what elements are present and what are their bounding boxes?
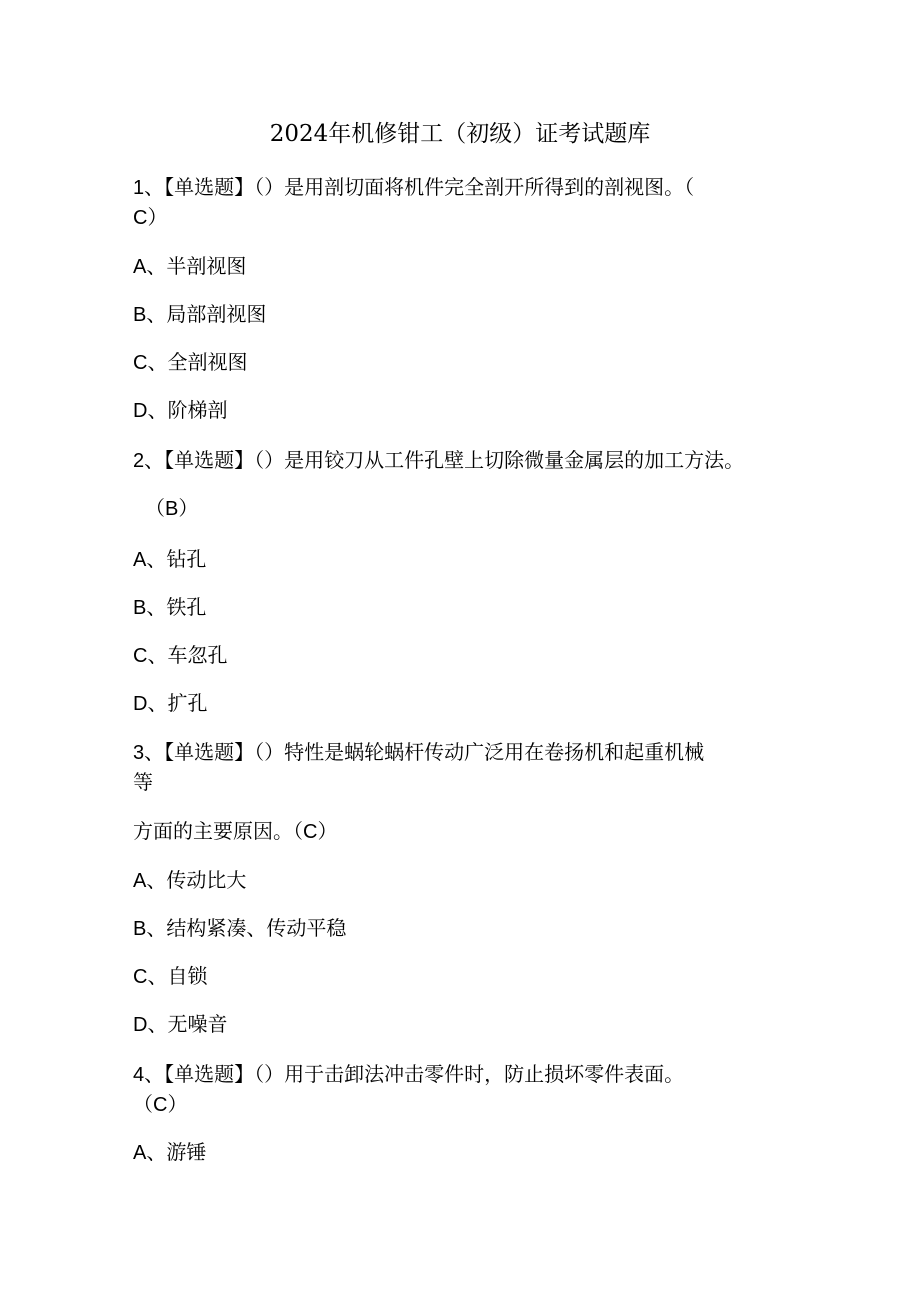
question-3-option-a: A、传动比大 [133,870,247,892]
question-1-stem-line-1: 1、【单选题】（）是用剖切面将机件完全剖开所得到的剖视图。（ [133,177,695,199]
question-3-option-d: D、无噪音 [133,1014,228,1036]
question-3-stem-line-1: 3、【单选题】（）特性是蜗轮蜗杆传动广泛用在卷扬机和起重机械 [133,742,705,764]
question-3-option-c: C、自锁 [133,966,208,988]
question-2-option-b: B、铁孔 [133,597,207,619]
question-2-option-a: A、钻孔 [133,549,207,571]
question-2-option-d: D、扩孔 [133,693,208,715]
document-title: 2024年机修钳工（初级）证考试题库 [269,121,651,147]
question-2-option-c: C、车忽孔 [133,645,228,667]
question-3-stem-line-3: 方面的主要原因。（C） [133,821,338,843]
question-1-option-d: D、阶梯剖 [133,400,228,422]
question-3-stem-line-2: 等 [133,772,153,794]
question-2-stem-line-1: 2、【单选题】（）是用铰刀从工件孔壁上切除微量金属层的加工方法。 [133,450,745,472]
question-4-stem-line-2: （C） [133,1094,188,1116]
question-1-option-a: A、半剖视图 [133,256,247,278]
question-3-option-b: B、结构紧凑、传动平稳 [133,918,347,940]
question-1-stem-line-2: C） [133,207,168,229]
question-4-option-a: A、游锤 [133,1142,207,1164]
question-1-option-b: B、局部剖视图 [133,304,267,326]
question-4-stem-line-1: 4、【单选题】（）用于击卸法冲击零件时，防止损坏零件表面。 [133,1064,685,1086]
question-2-stem-line-2: （B） [145,498,199,520]
question-1-option-c: C、全剖视图 [133,352,248,374]
